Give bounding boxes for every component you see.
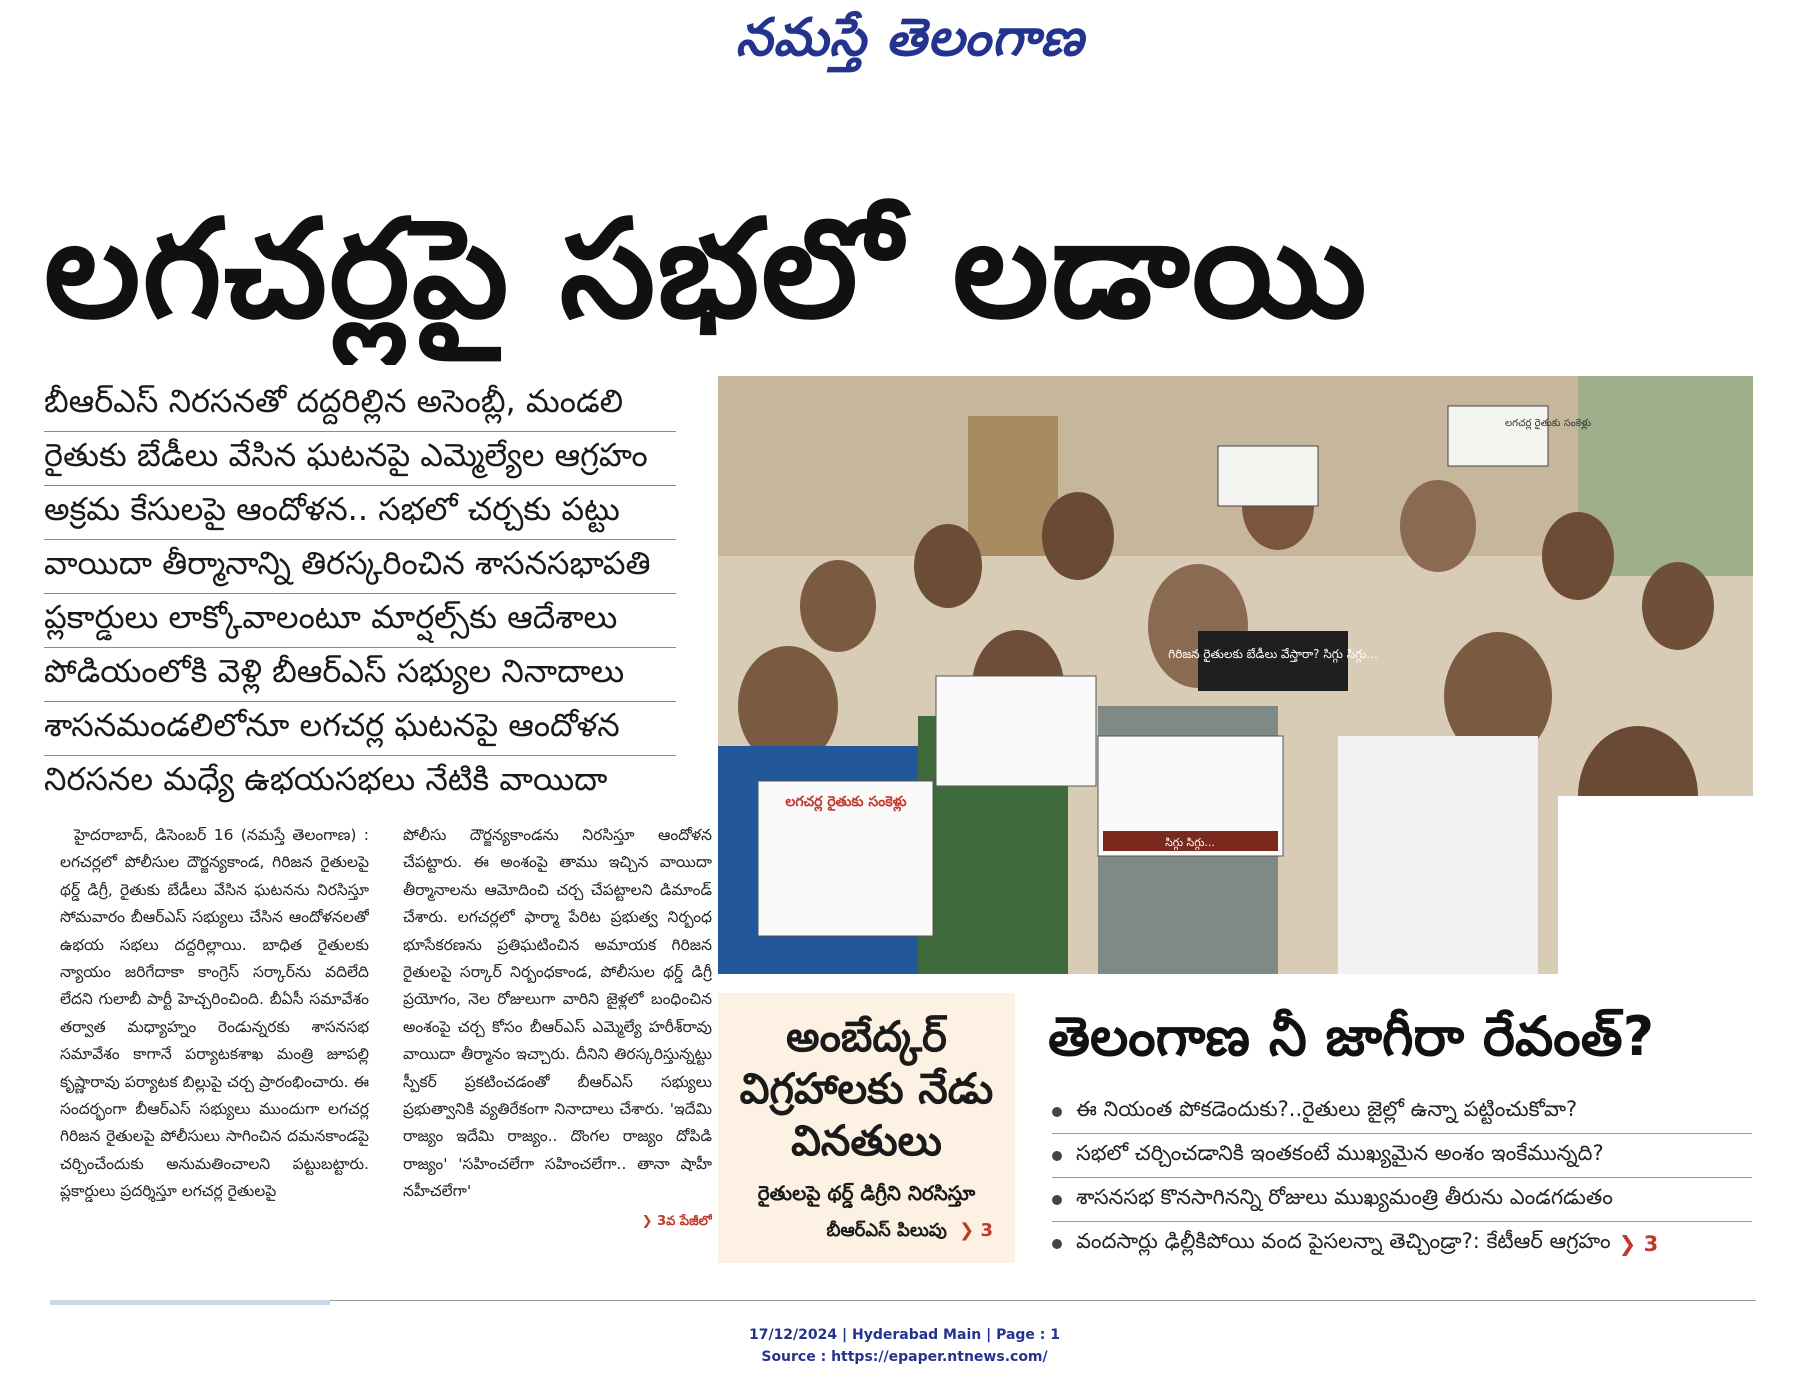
article-body	[60, 822, 712, 1277]
main-headline	[44, 175, 1764, 365]
article-column-2	[403, 822, 712, 1277]
continued-on-page-link[interactable]	[403, 1208, 712, 1235]
footer-date-edition: 17/12/2024 | Hyderabad Main | Page : 1	[748, 1327, 1061, 1343]
page-marker[interactable]	[959, 1220, 993, 1241]
continued-label: 3వ పేజీలో	[657, 1213, 712, 1229]
placard-text: లగచర్ల రైతుకు సంకెళ్లు	[1505, 418, 1591, 429]
placard-text: సిగ్గు సిగ్గు...	[1165, 836, 1215, 849]
article-column-1: హైదరాబాద్, డిసెంబర్ 16 (నమస్తే తెలంగాణ) : లగచర్లలో పోలీసుల దౌర్జన్యకాండ, గిరిజన రైతులపై థర్డ్ డిగ్రీ, రైతుకు బేడీలు వేసిన ఘటనను నిరసిస్తూ సోమవారం బీఆర్ఎస్ సభ్యులు చేసిన ఆందోళనలతో ఉభయ సభలు దద్దరిల్లాయి. బాధిత రైతులకు న్యాయం జరిగేదాకా కాంగ్రెస్ సర్కార్‌ను వదిలేది లేదని గులాబీ పార్టీ హెచ్చరించింది. బీఏసీ సమావేశం తర్వాత మధ్యాహ్నం రెండున్నరకు శాసనసభ సమావేశం కాగానే పర్యాటకశాఖ మంత్రి జూపల్లి కృష్ణారావు పర్యాటక బిల్లుపై చర్చ ప్రారంభించారు. ఈ సందర్భంగా బీఆర్ఎస్ సభ్యులు ముందుగా లగచర్ల గిరిజన రైతులపై పోలీసులు సాగించిన దమనకాండపై చర్చించేందుకు అనుమతించాలని పట్టుబట్టారు. ప్లకార్డులు ప్రదర్శిస్తూ లగచర్ల రైతులపై	[60, 826, 369, 1201]
chevron-right-icon: ❯	[641, 1213, 653, 1229]
protest-photo	[718, 376, 1753, 974]
placard-text: గిరిజన రైతులకు బేడీలు వేస్తారా? సిగ్గు సిగ్గు...	[1168, 647, 1378, 661]
revanth-headline: తెలంగాణ నీ జాగీరా రేవంత్?	[1048, 1005, 1655, 1068]
page-number: 3	[1643, 1232, 1659, 1256]
sidebar-subtitle: రైతులపై థర్డ్ డిగ్రీని నిరసిస్తూ	[757, 1181, 976, 1205]
bullet-icon	[1052, 1151, 1062, 1161]
bullet-text: వందసార్లు ఢిల్లీకిపోయి వంద పైసలన్నా తెచ్చిండ్రా?: కేటీఆర్ ఆగ్రహం	[1076, 1229, 1611, 1253]
bottom-accent-bar	[50, 1300, 330, 1305]
page-marker[interactable]	[1619, 1232, 1659, 1256]
bullet-text: ఈ నియంత పోకడెందుకు?..రైతులు జైల్లో ఉన్నా పట్టించుకోవా?	[1076, 1096, 1578, 1121]
masthead	[640, 8, 1180, 80]
deck-line: బీఆర్ఎస్ నిరసనతో దద్దరిల్లిన అసెంబ్లీ, మండలి	[44, 378, 676, 432]
ambedkar-sidebar	[718, 993, 1015, 1263]
headline-text: లగచర్లపై సభలో లడాయి	[44, 191, 1369, 349]
placard-text: లగచర్ల రైతుకు సంకెళ్లు	[785, 794, 907, 810]
chevron-right-icon: ❯	[1618, 1232, 1637, 1256]
deck-line: ప్లకార్డులు లాక్కోవాలంటూ మార్షల్స్‌కు ఆదేశాలు	[44, 594, 676, 648]
revanth-bullet-list	[1052, 1090, 1752, 1266]
bullet-icon	[1052, 1107, 1062, 1117]
bullet-text: సభలో చర్చించడానికి ఇంతకంటే ముఖ్యమైన అంశం ఇంకేమున్నది?	[1076, 1140, 1604, 1165]
sidebar-title: అంబేద్కర్ విగ్రహాలకు నేడు వినతులు	[739, 1012, 994, 1165]
protest-photo-illustration	[718, 376, 1753, 974]
sidebar-call	[730, 1220, 1003, 1245]
page-number: 3	[980, 1220, 993, 1241]
article-column-2-text: పోలీసు దౌర్జన్యకాండను నిరసిస్తూ ఆందోళన చేపట్టారు. ఈ అంశంపై తాము ఇచ్చిన వాయిదా తీర్మానాలను ఆమోదించి చర్చ చేపట్టాలని డిమాండ్ చేశారు. లగచర్లలో ఫార్మా పేరిట ప్రభుత్వ నిర్బంధ భూసేకరణను ప్రతిఘటించిన అమాయక గిరిజన రైతులపై సర్కార్ నిర్బంధకాండ, పోలీసుల థర్డ్ డిగ్రీ ప్రయోగం, నెల రోజులుగా వారిని జైళ్లలో బంధించిన అంశంపై చర్చ కోసం బీఆర్ఎస్ ఎమ్మెల్యే హరీశ్‌రావు వాయిదా తీర్మానం ఇచ్చారు. దీనిని తిరస్కరిస్తున్నట్టు స్పీకర్ ప్రకటించడంతో బీఆర్ఎస్ సభ్యులు ప్రభుత్వానికి వ్యతిరేకంగా నినాదాలు చేశారు. 'ఇదేమి రాజ్యం ఇదేమి రాజ్యం.. దొంగల రాజ్యం దోపిడి రాజ్యం' 'సహించలేగా సహించలేగా.. తానా షాహీ నహీచలేగా'	[403, 826, 712, 1201]
bullet-item	[1052, 1090, 1752, 1134]
deck-line: అక్రమ కేసులపై ఆందోళన.. సభలో చర్చకు పట్టు	[44, 486, 676, 540]
bullet-text: శాసనసభ కొనసాగినన్ని రోజులు ముఖ్యమంత్రి తీరును ఎండగడుతం	[1076, 1184, 1613, 1209]
deck-line: రైతుకు బేడీలు వేసిన ఘటనపై ఎమ్మెల్యేల ఆగ్రహం	[44, 432, 676, 486]
masthead-logo-text: నమస్తే తెలంగాణ	[735, 7, 1085, 68]
footer-source-link[interactable]: Source : https://epaper.ntnews.com/	[761, 1349, 1048, 1365]
bullet-item	[1052, 1178, 1752, 1222]
bullet-item	[1052, 1134, 1752, 1178]
sidebar-call-text: బీఆర్ఎస్ పిలుపు	[826, 1220, 947, 1241]
chevron-right-icon: ❯	[959, 1220, 975, 1241]
page-footer	[0, 1324, 1809, 1368]
deck-line: వాయిదా తీర్మానాన్ని తిరస్కరించిన శాసనసభాపతి	[44, 540, 676, 594]
deck-list	[44, 378, 676, 810]
bullet-icon	[1052, 1239, 1062, 1249]
deck-line: పోడియంలోకి వెళ్లి బీఆర్ఎస్ సభ్యుల నినాదాలు	[44, 648, 676, 702]
deck-line: శాసనమండలిలోనూ లగచర్ల ఘటనపై ఆందోళన	[44, 702, 676, 756]
bullet-icon	[1052, 1195, 1062, 1205]
deck-line: నిరసనల మధ్యే ఉభయసభలు నేటికి వాయిదా	[44, 760, 608, 798]
bullet-item	[1052, 1222, 1752, 1266]
